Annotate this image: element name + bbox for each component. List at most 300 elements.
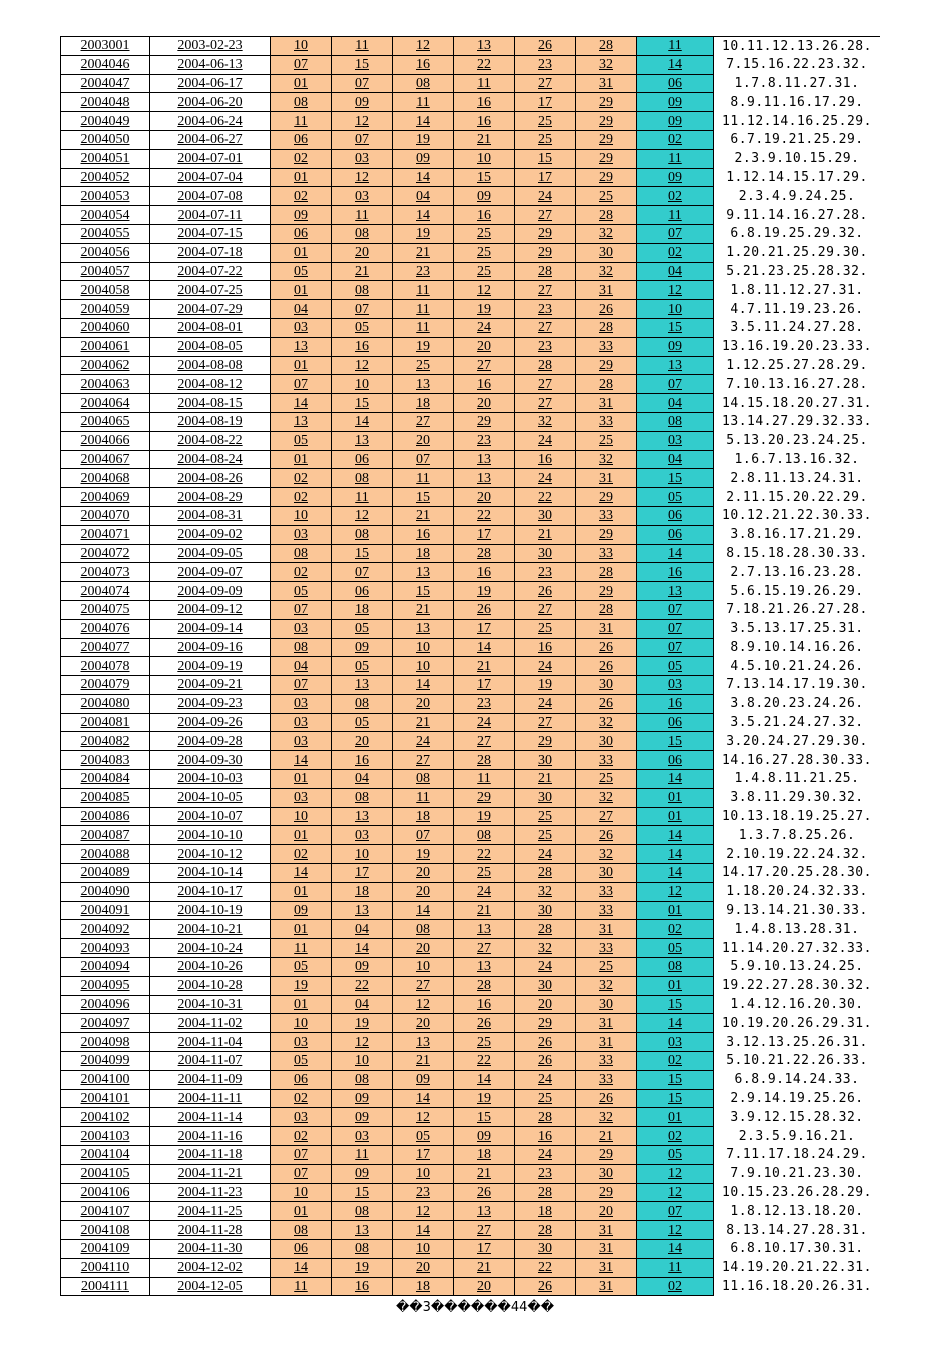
red-ball-cell: 18 (332, 600, 393, 619)
red-ball-cell: 32 (515, 939, 576, 958)
blue-ball-cell: 14 (637, 864, 714, 883)
red-ball-cell: 33 (576, 1052, 637, 1071)
red-ball-cell: 10 (332, 375, 393, 394)
red-ball-cell: 13 (393, 375, 454, 394)
draw-date-cell: 2004-07-18 (150, 243, 271, 262)
blue-ball-cell: 07 (637, 600, 714, 619)
number-summary-cell: 3.5.13.17.25.31. (714, 619, 881, 638)
red-ball-cell: 14 (454, 638, 515, 657)
table-row (61, 1164, 881, 1183)
draw-date-cell: 2004-09-28 (150, 732, 271, 751)
red-ball-cell: 28 (515, 920, 576, 939)
issue-number-cell: 2004104 (61, 1146, 150, 1165)
table-row (61, 976, 881, 995)
page-footer: ��3������44�� (395, 1300, 555, 1315)
red-ball-cell: 28 (576, 37, 637, 56)
red-ball-cell: 11 (332, 1146, 393, 1165)
red-ball-cell: 11 (393, 300, 454, 319)
red-ball-cell: 33 (576, 1070, 637, 1089)
red-ball-cell: 05 (271, 582, 332, 601)
blue-ball-cell: 09 (637, 168, 714, 187)
draw-date-cell: 2004-11-09 (150, 1070, 271, 1089)
red-ball-cell: 21 (393, 506, 454, 525)
issue-number-cell: 2004098 (61, 1033, 150, 1052)
red-ball-cell: 10 (271, 506, 332, 525)
red-ball-cell: 09 (271, 901, 332, 920)
draw-date-cell: 2004-07-22 (150, 262, 271, 281)
number-summary-cell: 4.5.10.21.24.26. (714, 657, 881, 676)
red-ball-cell: 29 (576, 93, 637, 112)
number-summary-cell: 9.13.14.21.30.33. (714, 901, 881, 920)
red-ball-cell: 03 (271, 788, 332, 807)
red-ball-cell: 16 (515, 638, 576, 657)
red-ball-cell: 17 (515, 93, 576, 112)
red-ball-cell: 16 (332, 751, 393, 770)
red-ball-cell: 11 (454, 770, 515, 789)
draw-date-cell: 2004-07-15 (150, 224, 271, 243)
red-ball-cell: 08 (271, 93, 332, 112)
blue-ball-cell: 02 (637, 1277, 714, 1296)
red-ball-cell: 17 (332, 864, 393, 883)
issue-number-cell: 2004047 (61, 74, 150, 93)
red-ball-cell: 10 (332, 1052, 393, 1071)
draw-date-cell: 2004-11-11 (150, 1089, 271, 1108)
red-ball-cell: 33 (576, 544, 637, 563)
red-ball-cell: 07 (271, 600, 332, 619)
red-ball-cell: 05 (332, 318, 393, 337)
draw-date-cell: 2004-09-05 (150, 544, 271, 563)
issue-number-cell: 2004100 (61, 1070, 150, 1089)
red-ball-cell: 04 (271, 657, 332, 676)
red-ball-cell: 04 (332, 920, 393, 939)
red-ball-cell: 25 (515, 807, 576, 826)
red-ball-cell: 17 (454, 1240, 515, 1259)
red-ball-cell: 26 (576, 638, 637, 657)
red-ball-cell: 32 (576, 262, 637, 281)
red-ball-cell: 13 (454, 1202, 515, 1221)
blue-ball-cell: 15 (637, 1070, 714, 1089)
table-row (61, 864, 881, 883)
red-ball-cell: 20 (454, 1277, 515, 1296)
blue-ball-cell: 12 (637, 1164, 714, 1183)
table-row (61, 450, 881, 469)
red-ball-cell: 04 (271, 300, 332, 319)
blue-ball-cell: 01 (637, 807, 714, 826)
number-summary-cell: 6.8.9.14.24.33. (714, 1070, 881, 1089)
red-ball-cell: 09 (332, 1108, 393, 1127)
red-ball-cell: 33 (576, 901, 637, 920)
draw-date-cell: 2004-09-26 (150, 713, 271, 732)
blue-ball-cell: 16 (637, 694, 714, 713)
red-ball-cell: 17 (393, 1146, 454, 1165)
issue-number-cell: 2004066 (61, 431, 150, 450)
draw-date-cell: 2004-07-08 (150, 187, 271, 206)
blue-ball-cell: 06 (637, 506, 714, 525)
red-ball-cell: 10 (271, 1183, 332, 1202)
issue-number-cell: 2004082 (61, 732, 150, 751)
blue-ball-cell: 01 (637, 1108, 714, 1127)
red-ball-cell: 12 (332, 168, 393, 187)
red-ball-cell: 28 (576, 600, 637, 619)
issue-number-cell: 2004081 (61, 713, 150, 732)
red-ball-cell: 31 (576, 1014, 637, 1033)
red-ball-cell: 10 (454, 149, 515, 168)
red-ball-cell: 16 (393, 55, 454, 74)
red-ball-cell: 09 (332, 93, 393, 112)
red-ball-cell: 27 (576, 807, 637, 826)
red-ball-cell: 27 (515, 713, 576, 732)
blue-ball-cell: 14 (637, 1240, 714, 1259)
red-ball-cell: 05 (271, 958, 332, 977)
issue-number-cell: 2004071 (61, 525, 150, 544)
red-ball-cell: 18 (393, 544, 454, 563)
red-ball-cell: 27 (515, 394, 576, 413)
blue-ball-cell: 01 (637, 788, 714, 807)
red-ball-cell: 13 (454, 469, 515, 488)
number-summary-cell: 1.12.14.15.17.29. (714, 168, 881, 187)
red-ball-cell: 05 (332, 713, 393, 732)
red-ball-cell: 24 (515, 1070, 576, 1089)
draw-date-cell: 2004-11-04 (150, 1033, 271, 1052)
table-row (61, 1108, 881, 1127)
table-row (61, 412, 881, 431)
draw-date-cell: 2004-10-28 (150, 976, 271, 995)
red-ball-cell: 24 (515, 694, 576, 713)
issue-number-cell: 2004083 (61, 751, 150, 770)
red-ball-cell: 07 (271, 375, 332, 394)
table-row (61, 563, 881, 582)
number-summary-cell: 7.15.16.22.23.32. (714, 55, 881, 74)
red-ball-cell: 02 (271, 488, 332, 507)
red-ball-cell: 18 (393, 1277, 454, 1296)
red-ball-cell: 11 (271, 939, 332, 958)
red-ball-cell: 31 (576, 1258, 637, 1277)
table-row (61, 337, 881, 356)
draw-date-cell: 2004-09-19 (150, 657, 271, 676)
issue-number-cell: 2004092 (61, 920, 150, 939)
table-row (61, 1070, 881, 1089)
red-ball-cell: 25 (576, 958, 637, 977)
red-ball-cell: 03 (332, 826, 393, 845)
issue-number-cell: 2004105 (61, 1164, 150, 1183)
table-row (61, 1221, 881, 1240)
draw-date-cell: 2004-06-17 (150, 74, 271, 93)
draw-date-cell: 2004-07-01 (150, 149, 271, 168)
table-row (61, 845, 881, 864)
red-ball-cell: 10 (393, 958, 454, 977)
red-ball-cell: 25 (515, 130, 576, 149)
red-ball-cell: 02 (271, 563, 332, 582)
red-ball-cell: 06 (271, 1070, 332, 1089)
red-ball-cell: 29 (576, 1183, 637, 1202)
blue-ball-cell: 13 (637, 356, 714, 375)
issue-number-cell: 2004062 (61, 356, 150, 375)
number-summary-cell: 1.4.8.11.21.25. (714, 770, 881, 789)
red-ball-cell: 08 (332, 1070, 393, 1089)
blue-ball-cell: 07 (637, 1202, 714, 1221)
draw-date-cell: 2004-09-16 (150, 638, 271, 657)
red-ball-cell: 22 (454, 55, 515, 74)
number-summary-cell: 7.11.17.18.24.29. (714, 1146, 881, 1165)
red-ball-cell: 12 (454, 281, 515, 300)
table-row (61, 1183, 881, 1202)
red-ball-cell: 25 (393, 356, 454, 375)
table-row (61, 751, 881, 770)
red-ball-cell: 12 (393, 37, 454, 56)
red-ball-cell: 18 (393, 394, 454, 413)
red-ball-cell: 26 (576, 694, 637, 713)
red-ball-cell: 24 (515, 469, 576, 488)
draw-date-cell: 2004-11-14 (150, 1108, 271, 1127)
table-row (61, 224, 881, 243)
draw-date-cell: 2004-11-25 (150, 1202, 271, 1221)
red-ball-cell: 20 (332, 732, 393, 751)
issue-number-cell: 2004063 (61, 375, 150, 394)
issue-number-cell: 2004076 (61, 619, 150, 638)
red-ball-cell: 25 (454, 243, 515, 262)
red-ball-cell: 30 (576, 995, 637, 1014)
table-row (61, 525, 881, 544)
red-ball-cell: 08 (271, 638, 332, 657)
blue-ball-cell: 12 (637, 882, 714, 901)
red-ball-cell: 23 (454, 694, 515, 713)
issue-number-cell: 2004073 (61, 563, 150, 582)
red-ball-cell: 05 (271, 431, 332, 450)
number-summary-cell: 2.9.14.19.25.26. (714, 1089, 881, 1108)
red-ball-cell: 24 (393, 732, 454, 751)
issue-number-cell: 2004077 (61, 638, 150, 657)
issue-number-cell: 2004088 (61, 845, 150, 864)
table-row (61, 1202, 881, 1221)
table-row (61, 826, 881, 845)
red-ball-cell: 08 (332, 1240, 393, 1259)
draw-date-cell: 2004-10-26 (150, 958, 271, 977)
red-ball-cell: 26 (454, 1014, 515, 1033)
red-ball-cell: 09 (393, 1070, 454, 1089)
red-ball-cell: 19 (393, 224, 454, 243)
table-row (61, 1052, 881, 1071)
blue-ball-cell: 03 (637, 676, 714, 695)
red-ball-cell: 30 (576, 676, 637, 695)
number-summary-cell: 5.10.21.22.26.33. (714, 1052, 881, 1071)
red-ball-cell: 18 (515, 1202, 576, 1221)
table-row (61, 318, 881, 337)
number-summary-cell: 6.7.19.21.25.29. (714, 130, 881, 149)
red-ball-cell: 19 (332, 1014, 393, 1033)
blue-ball-cell: 14 (637, 845, 714, 864)
red-ball-cell: 30 (515, 788, 576, 807)
red-ball-cell: 30 (515, 506, 576, 525)
lottery-results-table (60, 36, 880, 1296)
number-summary-cell: 19.22.27.28.30.32. (714, 976, 881, 995)
table-row (61, 431, 881, 450)
red-ball-cell: 21 (393, 600, 454, 619)
red-ball-cell: 21 (393, 1052, 454, 1071)
red-ball-cell: 07 (332, 130, 393, 149)
blue-ball-cell: 06 (637, 713, 714, 732)
red-ball-cell: 14 (393, 112, 454, 131)
red-ball-cell: 07 (393, 826, 454, 845)
red-ball-cell: 12 (393, 1202, 454, 1221)
red-ball-cell: 11 (332, 206, 393, 225)
number-summary-cell: 1.4.12.16.20.30. (714, 995, 881, 1014)
red-ball-cell: 01 (271, 770, 332, 789)
red-ball-cell: 15 (332, 544, 393, 563)
issue-number-cell: 2004048 (61, 93, 150, 112)
number-summary-cell: 1.7.8.11.27.31. (714, 74, 881, 93)
issue-number-cell: 2004084 (61, 770, 150, 789)
red-ball-cell: 09 (332, 638, 393, 657)
table-row (61, 149, 881, 168)
issue-number-cell: 2004075 (61, 600, 150, 619)
red-ball-cell: 25 (515, 112, 576, 131)
number-summary-cell: 1.3.7.8.25.26. (714, 826, 881, 845)
red-ball-cell: 26 (576, 657, 637, 676)
red-ball-cell: 19 (271, 976, 332, 995)
number-summary-cell: 1.12.25.27.28.29. (714, 356, 881, 375)
red-ball-cell: 26 (515, 37, 576, 56)
table-row (61, 995, 881, 1014)
draw-date-cell: 2004-08-22 (150, 431, 271, 450)
red-ball-cell: 22 (454, 845, 515, 864)
issue-number-cell: 2004095 (61, 976, 150, 995)
draw-date-cell: 2004-07-04 (150, 168, 271, 187)
red-ball-cell: 31 (576, 394, 637, 413)
red-ball-cell: 28 (454, 976, 515, 995)
red-ball-cell: 14 (393, 1221, 454, 1240)
blue-ball-cell: 12 (637, 1221, 714, 1240)
red-ball-cell: 09 (454, 187, 515, 206)
red-ball-cell: 03 (271, 318, 332, 337)
red-ball-cell: 12 (332, 112, 393, 131)
blue-ball-cell: 08 (637, 958, 714, 977)
draw-date-cell: 2004-12-05 (150, 1277, 271, 1296)
table-row (61, 657, 881, 676)
blue-ball-cell: 08 (637, 412, 714, 431)
red-ball-cell: 28 (576, 375, 637, 394)
table-row (61, 262, 881, 281)
red-ball-cell: 16 (515, 450, 576, 469)
red-ball-cell: 11 (332, 488, 393, 507)
red-ball-cell: 28 (576, 563, 637, 582)
issue-number-cell: 2004070 (61, 506, 150, 525)
red-ball-cell: 27 (515, 281, 576, 300)
blue-ball-cell: 14 (637, 770, 714, 789)
red-ball-cell: 26 (576, 300, 637, 319)
number-summary-cell: 5.9.10.13.24.25. (714, 958, 881, 977)
issue-number-cell: 2004097 (61, 1014, 150, 1033)
red-ball-cell: 09 (393, 149, 454, 168)
red-ball-cell: 28 (576, 318, 637, 337)
number-summary-cell: 1.8.12.13.18.20. (714, 1202, 881, 1221)
blue-ball-cell: 02 (637, 243, 714, 262)
red-ball-cell: 20 (393, 694, 454, 713)
red-ball-cell: 32 (576, 55, 637, 74)
red-ball-cell: 09 (332, 1089, 393, 1108)
red-ball-cell: 27 (454, 732, 515, 751)
number-summary-cell: 11.12.14.16.25.29. (714, 112, 881, 131)
blue-ball-cell: 02 (637, 187, 714, 206)
blue-ball-cell: 15 (637, 318, 714, 337)
issue-number-cell: 2004087 (61, 826, 150, 845)
table-row (61, 920, 881, 939)
issue-number-cell: 2004064 (61, 394, 150, 413)
issue-number-cell: 2004108 (61, 1221, 150, 1240)
red-ball-cell: 28 (515, 356, 576, 375)
red-ball-cell: 25 (576, 431, 637, 450)
red-ball-cell: 29 (515, 1014, 576, 1033)
blue-ball-cell: 15 (637, 732, 714, 751)
red-ball-cell: 08 (332, 788, 393, 807)
red-ball-cell: 26 (515, 1277, 576, 1296)
table-row (61, 375, 881, 394)
number-summary-cell: 5.6.15.19.26.29. (714, 582, 881, 601)
red-ball-cell: 25 (576, 770, 637, 789)
issue-number-cell: 2004101 (61, 1089, 150, 1108)
draw-date-cell: 2004-11-07 (150, 1052, 271, 1071)
red-ball-cell: 09 (271, 206, 332, 225)
red-ball-cell: 24 (515, 845, 576, 864)
table-row (61, 1089, 881, 1108)
red-ball-cell: 11 (271, 112, 332, 131)
red-ball-cell: 01 (271, 74, 332, 93)
red-ball-cell: 28 (515, 1221, 576, 1240)
red-ball-cell: 32 (576, 845, 637, 864)
red-ball-cell: 16 (454, 563, 515, 582)
draw-date-cell: 2004-10-07 (150, 807, 271, 826)
draw-date-cell: 2004-09-09 (150, 582, 271, 601)
red-ball-cell: 20 (454, 488, 515, 507)
red-ball-cell: 29 (576, 168, 637, 187)
red-ball-cell: 13 (393, 1033, 454, 1052)
red-ball-cell: 13 (454, 958, 515, 977)
blue-ball-cell: 06 (637, 525, 714, 544)
draw-date-cell: 2004-11-02 (150, 1014, 271, 1033)
number-summary-cell: 2.8.11.13.24.31. (714, 469, 881, 488)
red-ball-cell: 20 (576, 1202, 637, 1221)
red-ball-cell: 31 (576, 1240, 637, 1259)
red-ball-cell: 28 (515, 864, 576, 883)
blue-ball-cell: 05 (637, 488, 714, 507)
red-ball-cell: 33 (576, 412, 637, 431)
issue-number-cell: 2004096 (61, 995, 150, 1014)
issue-number-cell: 2004051 (61, 149, 150, 168)
number-summary-cell: 10.11.12.13.26.28. (714, 37, 881, 56)
red-ball-cell: 14 (393, 901, 454, 920)
blue-ball-cell: 16 (637, 563, 714, 582)
red-ball-cell: 33 (576, 751, 637, 770)
number-summary-cell: 1.6.7.13.16.32. (714, 450, 881, 469)
red-ball-cell: 11 (454, 74, 515, 93)
red-ball-cell: 01 (271, 243, 332, 262)
table-row (61, 1127, 881, 1146)
red-ball-cell: 29 (576, 582, 637, 601)
issue-number-cell: 2004060 (61, 318, 150, 337)
issue-number-cell: 2004093 (61, 939, 150, 958)
red-ball-cell: 08 (332, 224, 393, 243)
red-ball-cell: 13 (332, 431, 393, 450)
blue-ball-cell: 02 (637, 1127, 714, 1146)
draw-date-cell: 2004-08-31 (150, 506, 271, 525)
red-ball-cell: 25 (515, 619, 576, 638)
red-ball-cell: 21 (454, 657, 515, 676)
blue-ball-cell: 07 (637, 638, 714, 657)
blue-ball-cell: 10 (637, 300, 714, 319)
draw-date-cell: 2004-08-24 (150, 450, 271, 469)
draw-date-cell: 2004-07-11 (150, 206, 271, 225)
table-row (61, 676, 881, 695)
blue-ball-cell: 12 (637, 281, 714, 300)
